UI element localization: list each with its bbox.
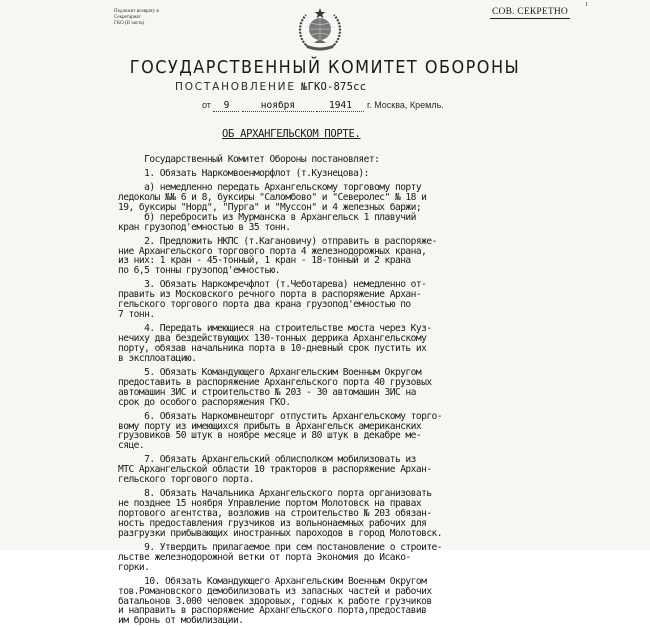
body-line: автомашин ЗИС и строительство № 203 - 30 автомашин ЗИС на xyxy=(118,386,416,398)
body-line: по 6,5 тонны грузопод'емностью. xyxy=(118,265,281,277)
body-line: вому порту из имеющихся прибыть в Архангельск американских xyxy=(118,420,422,432)
stamp-line: Подлежит возврату в Секретариат xyxy=(114,9,159,20)
decree-body xyxy=(118,155,533,626)
body-line: МТС Архангельской области 10 тракторов в распоряжение Архан- xyxy=(118,464,432,476)
body-line: в эксплоатацию. xyxy=(118,352,197,364)
body-line: б) перебросить из Мурманска в Архангельск 1 плавучий xyxy=(118,211,416,223)
body-line: грузовиков 50 штук в ноябре месяце и 80 штук в декабре ме- xyxy=(118,430,422,442)
return-stamp xyxy=(114,9,186,27)
body-line: 3. Обязать Наркомречфлот (т.Чеботарева) немедленно от- xyxy=(118,279,427,291)
body-line: горки. xyxy=(118,561,150,573)
body-line: 4. Передать имеющиеся на строительстве моста через Куз- xyxy=(118,323,432,335)
body-line: разгрузки прибывающих иностранных пароходов в город Молотовск. xyxy=(118,527,443,539)
decree-number: №ГКО-875сс xyxy=(300,81,367,93)
body-line: 1. Обязать Наркомвоенморфлот (т.Кузнецова): xyxy=(118,167,369,179)
body-line: гельского торгового порта два крана грузопод'емностью по xyxy=(118,299,411,311)
body-line: нечиху два бездействующих 130-тонных деррика Архангельскому xyxy=(118,333,427,344)
classification-label: СОВ. СЕКРЕТНО xyxy=(492,7,568,17)
body-line: 7. Обязать Архангельский облисполком мобилизовать из xyxy=(118,454,416,466)
body-line: ледоколы №№ 6 и 8, буксиры "Саломбово" и "Северолес" № 18 и xyxy=(118,191,427,203)
body-line: им бронь от мобилизации. xyxy=(118,615,244,626)
body-line: кран грузопод'емностью в 35 тонн. xyxy=(118,221,291,233)
date-prefix: от xyxy=(202,100,211,110)
date-year: 1941 xyxy=(316,100,364,112)
body-line: портового агентства, возложив на строительство № 203 обязан- xyxy=(118,508,432,519)
body-line: из них: 1 кран - 45-тонный, 1 кран - 18-тонный и 2 крана xyxy=(118,255,411,267)
stamp-line: ГКО (II часть) xyxy=(114,21,145,26)
body-line: порту, обязав начальника порта в 10-дневный срок пустить их xyxy=(118,342,427,354)
ussr-state-emblem-icon xyxy=(296,7,344,51)
body-line: и направить в распоряжение Архангельского порта,предоставив xyxy=(118,605,427,617)
body-line: тов.Романовского демобилизовать из запасных частей и рабочих xyxy=(118,585,432,597)
body-line: 10. Обязать Командующего Архангельским Военным Округом xyxy=(118,575,427,587)
body-line: не позднее 15 ноября Управление портом Молотовск на правах xyxy=(118,498,422,510)
body-line: льстве железнодорожной ветки от порта Экономия до Исако- xyxy=(118,551,411,563)
body-line: ние Архангельского торгового порта 4 железнодорожных крана, xyxy=(118,245,427,257)
body-line: гельского торгового порта. xyxy=(118,474,254,486)
body-line: батальонов 3.000 человек здоровых, годных к работе грузчиков xyxy=(118,595,432,607)
decree-subject: ОБ АРХАНГЕЛЬСКОМ ПОРТЕ. xyxy=(222,128,361,140)
body-line: 6. Обязать Наркомвнешторг отпустить Архангельскому торго- xyxy=(118,410,443,422)
body-line: ность предоставления грузчиков из вольнонаемных рабочих для xyxy=(118,517,427,529)
body-line: предоставить в распоряжение Архангельского порта 40 грузовых xyxy=(118,376,432,388)
body-line: 5. Обязать Командующего Архангельским Военным Округом xyxy=(118,366,422,378)
body-line: 7 тонн. xyxy=(118,309,155,321)
body-line: сяце. xyxy=(118,440,145,452)
body-line: править из Московского речного порта в распоряжение Архан- xyxy=(118,289,422,301)
date-place: Москва, Кремль. xyxy=(374,100,444,110)
committee-title: ГОСУДАРСТВЕННЫЙ КОМИТЕТ ОБОРОНЫ xyxy=(129,58,521,78)
decree-date-line xyxy=(202,100,444,112)
body-line: Государственный Комитет Обороны постановляет: xyxy=(118,154,380,165)
body-line: срок до особого распоряжения ГКО. xyxy=(118,396,291,408)
date-day: 9 xyxy=(213,100,239,112)
date-year-suffix: г. xyxy=(367,100,372,110)
decree-type: ПОСТАНОВЛЕНИЕ xyxy=(175,81,296,93)
date-month: ноября xyxy=(242,100,314,112)
body-line: 2. Предложить НКПС (т.Кагановичу) отправить в распоряже- xyxy=(118,235,437,247)
body-line: 9. Утвердить прилагаемое при сем постановление о строите- xyxy=(118,541,443,553)
page-mark: 1 xyxy=(585,2,588,8)
body-line: 8. Обязать Начальника Архангельского порта организовать xyxy=(118,488,432,500)
decree-heading xyxy=(175,81,366,93)
body-line: 19, буксиры "Норд", "Пурга" и "Муссон" и 4 железных баржи; xyxy=(118,201,422,213)
body-line: а) немедленно передать Архангельскому торговому порту xyxy=(118,181,422,193)
